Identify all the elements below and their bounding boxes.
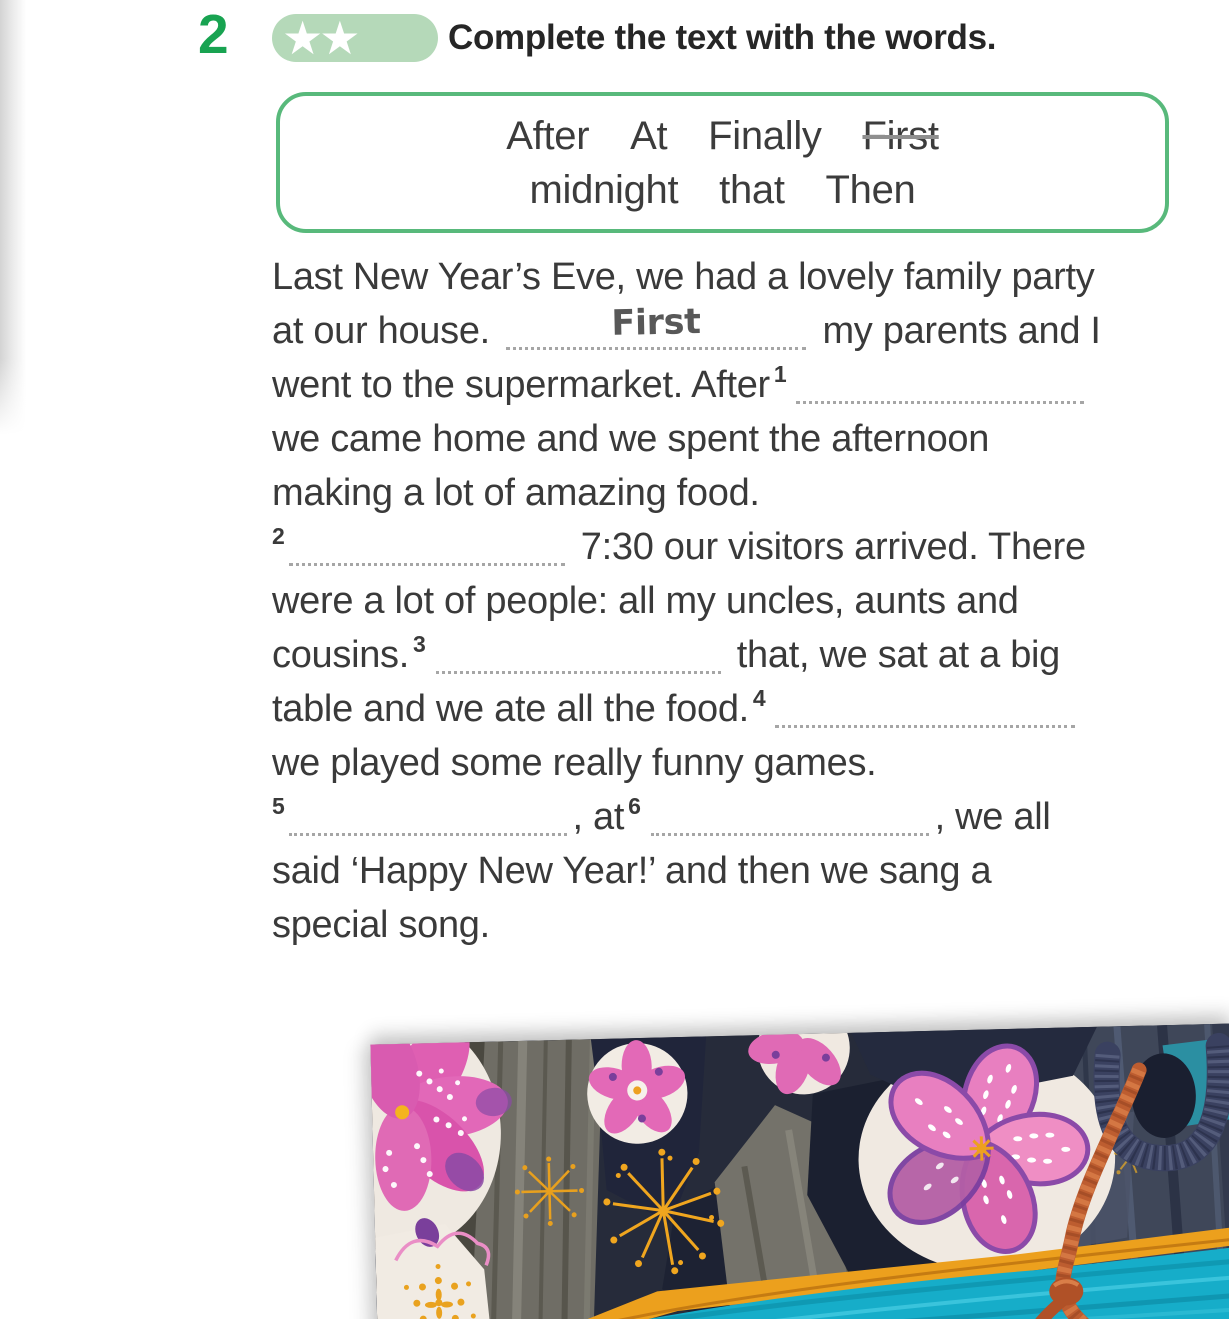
text-line: [272, 790, 1172, 844]
text-segment: making a lot of amazing food.: [272, 472, 760, 514]
text-segment: cousins.: [272, 634, 410, 676]
text-segment: my parents and I: [822, 310, 1101, 352]
page-edge-shadow: [0, 0, 26, 448]
word-bank-row: [280, 163, 1165, 217]
text-line: [272, 520, 1172, 574]
difficulty-badge: [272, 11, 438, 65]
text-line: [272, 250, 1172, 304]
text-segment: , at: [572, 796, 625, 838]
word-option: At: [630, 114, 668, 158]
gap-4[interactable]: [775, 725, 1075, 728]
gap-number: 1: [773, 361, 787, 387]
word-option: that: [719, 168, 785, 212]
gap-5[interactable]: [289, 833, 567, 836]
text-segment: went to the supermarket. After: [272, 364, 770, 406]
word-option-crossed-out: First: [862, 114, 939, 158]
text-segment: 7:30 our visitors arrived. There: [580, 526, 1086, 568]
word-option: Then: [825, 168, 916, 212]
exercise-instruction: Complete the text with the words.: [448, 18, 997, 57]
text-segment: table and we ate all the food.: [272, 688, 749, 730]
word-option: After: [506, 114, 590, 158]
text-segment: we played some really funny games.: [272, 742, 877, 784]
text-line: [272, 628, 1172, 682]
handwritten-answer: First: [611, 302, 702, 344]
word-option: Finally: [708, 114, 822, 158]
word-bank-box: [276, 92, 1169, 233]
text-line: [272, 304, 1172, 358]
text-line: [272, 412, 1172, 466]
text-line: [272, 898, 1172, 952]
gap-0-example[interactable]: [506, 302, 806, 350]
text-segment: that, we sat at a big: [736, 634, 1061, 676]
text-segment: , we all: [934, 796, 1051, 838]
text-segment: at our house.: [272, 310, 490, 352]
photo-kimono-fabrics: [370, 1024, 1229, 1319]
gap-fill-text: [272, 250, 1172, 952]
text-line: [272, 682, 1172, 736]
gap-3[interactable]: [436, 671, 721, 674]
star-icon: ★: [319, 11, 361, 65]
word-option: midnight: [529, 168, 679, 212]
gap-2[interactable]: [289, 563, 565, 566]
text-line: [272, 844, 1172, 898]
text-line: [272, 736, 1172, 790]
exercise-number: 2: [198, 3, 228, 65]
text-line: [272, 358, 1172, 412]
text-line: [272, 466, 1172, 520]
gap-1[interactable]: [796, 401, 1084, 404]
gap-number: 4: [752, 685, 766, 711]
text-segment: we came home and we spent the afternoon: [272, 418, 990, 460]
star-icon: ★: [282, 11, 324, 65]
text-segment: were a lot of people: all my uncles, aunts and: [272, 580, 1019, 622]
text-segment: special song.: [272, 904, 490, 946]
gap-number: 5: [272, 793, 285, 819]
gap-number: 2: [272, 523, 285, 549]
text-segment: said ‘Happy New Year!’ and then we sang a: [272, 850, 992, 892]
gap-number: 3: [413, 631, 426, 657]
text-line: [272, 574, 1172, 628]
gap-number: 6: [628, 793, 641, 819]
word-bank-row: [280, 109, 1165, 163]
text-segment: Last New Year’s Eve, we had a lovely family party: [272, 256, 1095, 298]
kimono-photo-art: [370, 1024, 1229, 1319]
gap-6[interactable]: [651, 833, 929, 836]
